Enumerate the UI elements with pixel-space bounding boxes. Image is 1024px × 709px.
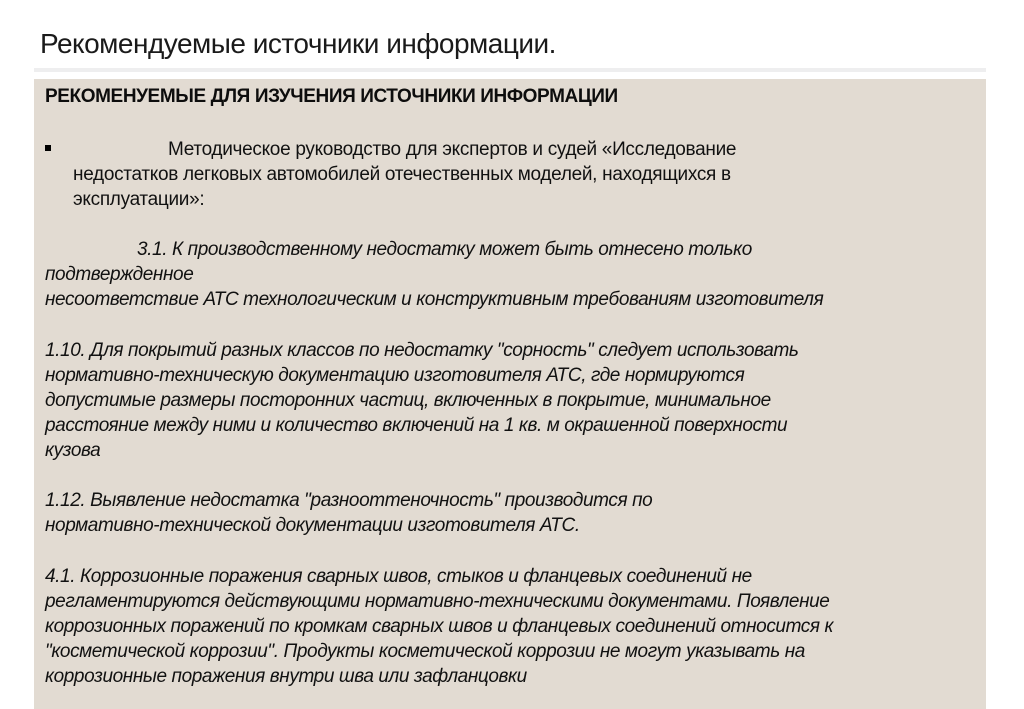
- paragraph-line: нормативно-технической документации изготовителя АТС.: [45, 515, 580, 536]
- paragraph-line: 3.1. К производственному недостатку может быть отнесено только: [137, 239, 752, 260]
- slide-title: Рекомендуемые источники информации.: [40, 28, 556, 59]
- bullet-line: Методическое руководство для экспертов и судей «Исследование: [168, 139, 737, 160]
- paragraph-4-1: [45, 564, 975, 689]
- content-box: [34, 79, 986, 709]
- paragraph-line: подтвержденное: [45, 264, 194, 285]
- paragraph-line: 4.1. Коррозионные поражения сварных швов, стыков и фланцевых соединений не: [45, 566, 752, 587]
- square-bullet-icon: [45, 145, 51, 151]
- paragraph-line: коррозионных поражений по кромкам сварных швов и фланцевых соединений относится к: [45, 616, 834, 637]
- paragraph-line: допустимые размеры посторонних частиц, включенных в покрытие, минимальное: [45, 390, 771, 411]
- paragraph-line: 1.10. Для покрытий разных классов по недостатку "сорность" следует использовать: [45, 340, 799, 361]
- paragraph-line: "косметической коррозии". Продукты косметической коррозии не могут указывать на: [45, 641, 805, 662]
- bullet-line: недостатков легковых автомобилей отечественных моделей, находящихся в: [73, 164, 731, 185]
- title-divider: [34, 68, 986, 72]
- bullet-item: [45, 137, 965, 212]
- paragraph-3-1: [45, 237, 975, 312]
- paragraph-1-12: [45, 488, 975, 538]
- paragraph-1-10: [45, 338, 975, 463]
- paragraph-line: нормативно-техническую документацию изготовителя АТС, где нормируются: [45, 365, 745, 386]
- box-heading: РЕКОМЕНУЕМЫЕ ДЛЯ ИЗУЧЕНИЯ ИСТОЧНИКИ ИНФОРМАЦИИ: [45, 86, 618, 107]
- paragraph-line: несоответствие АТС технологическим и конструктивным требованиям изготовителя: [45, 289, 824, 310]
- bullet-line: эксплуатации»:: [73, 189, 205, 210]
- paragraph-line: 1.12. Выявление недостатка "разнооттеночность" производится по: [45, 490, 653, 511]
- paragraph-line: кузова: [45, 440, 101, 461]
- paragraph-line: коррозионные поражения внутри шва или зафланцовки: [45, 666, 527, 687]
- paragraph-line: расстояние между ними и количество включений на 1 кв. м окрашенной поверхности: [45, 415, 788, 436]
- paragraph-line: регламентируются действующими нормативно-техническими документами. Появление: [45, 591, 830, 612]
- bullet-text: [73, 137, 965, 212]
